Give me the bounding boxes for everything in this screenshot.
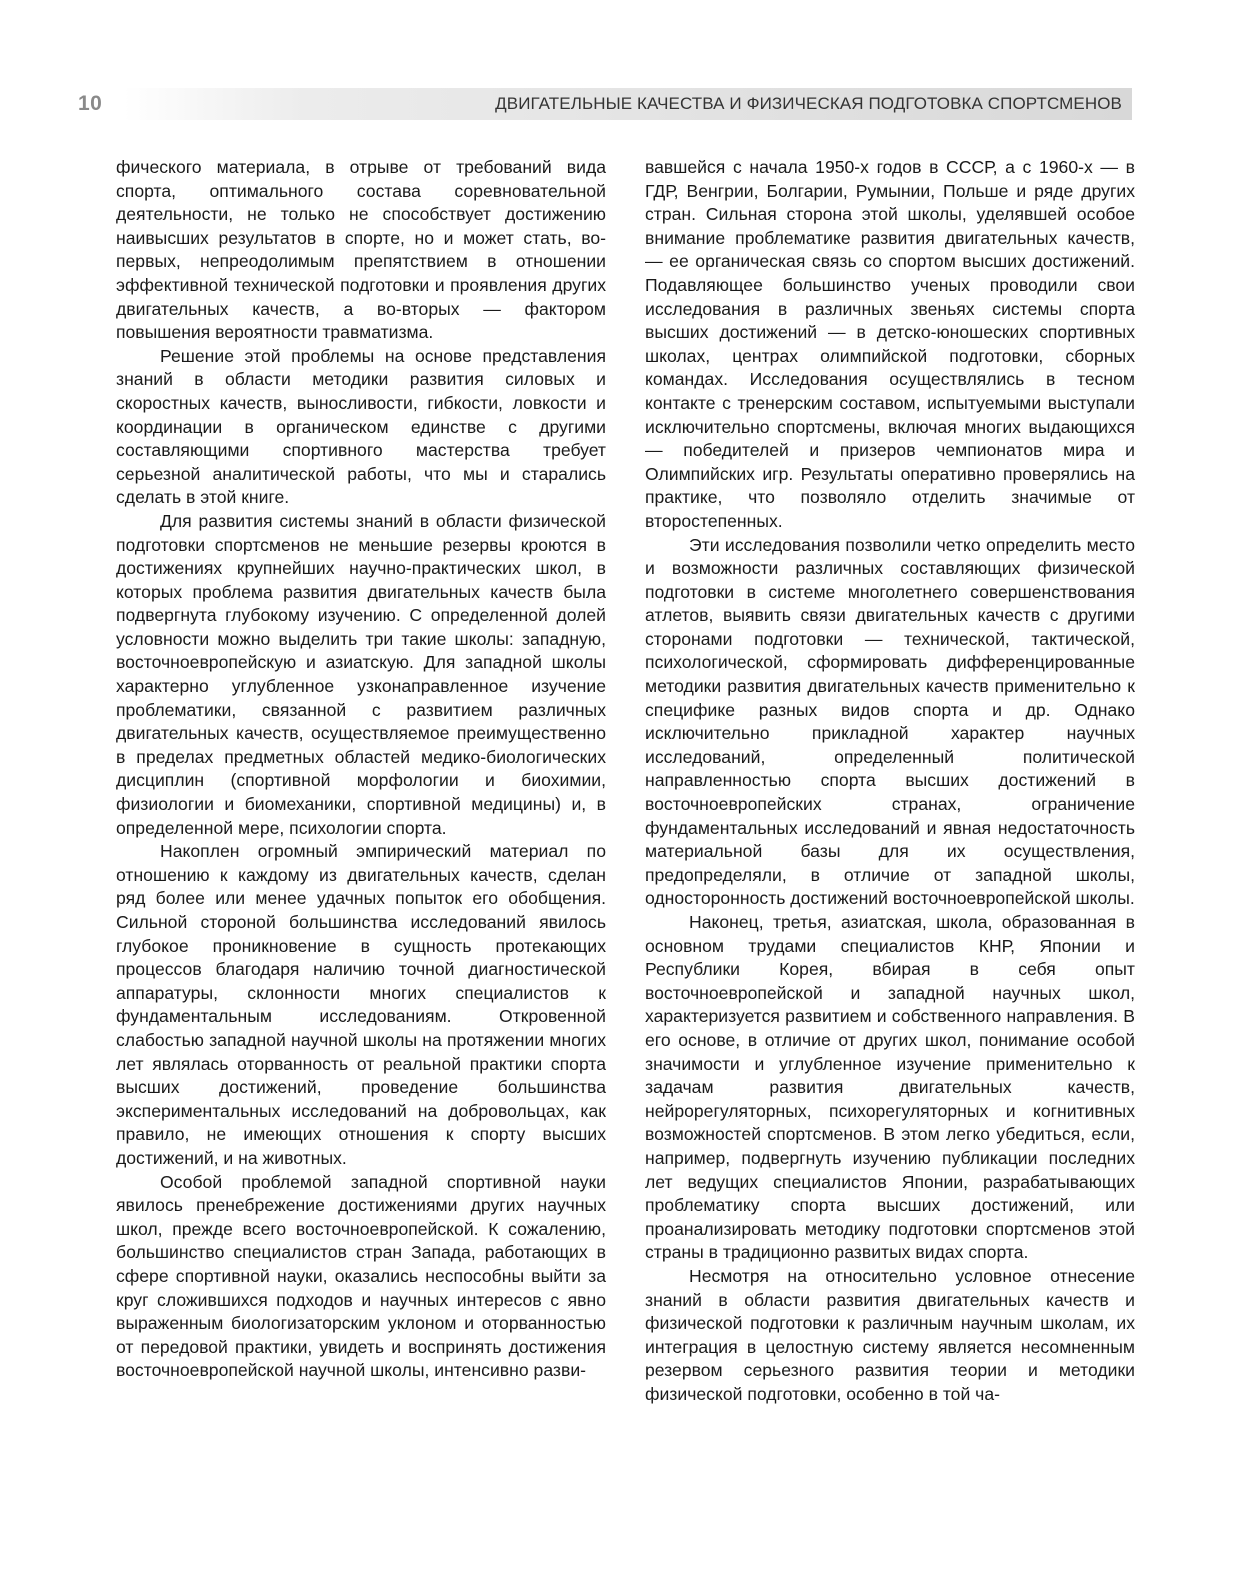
paragraph: Эти исследования позволили четко определить место и возможности различных составляющих физической подготовки в системе многолетнего совершенствования атлетов, выявить связи двигательных качеств с другими сторонами подготовки — технической, тактической, психологической, сформировать дифференцированные методики развития двигательных качеств применительно к специфике разных видов спорта и др. Однако исключительно прикладной характер научных исследований, определенный политической направленностью спорта высших достижений в восточноевропейских странах, ограничение фундаментальных исследований и явная недостаточность материальной базы для их осуществления, предопределяли, в отличие от западной школы, односторонность достижений восточноевропейской школы. [645, 534, 1135, 909]
header-band [124, 88, 1132, 120]
paragraph: вавшейся с начала 1950-х годов в СССР, а с 1960-х — в ГДР, Венгрии, Болгарии, Румынии, Польше и ряде других стран. Сильная сторона этой школы, уделявшей особое внимание проблематике развития двигательных качеств, — ее органическая связь со спортом высших достижений. Подавляющее большинство ученых проводили свои исследования в различных звеньях системы спорта высших достижений — в детско-юношеских спортивных школах, центрах олимпийской подготовки, сборных командах. Исследования осуществлялись в тесном контакте с тренерским составом, испытуемыми выступали исключительно спортсмены, включая многих выдающихся — победителей и призеров чемпионатов мира и Олимпийских игр. Результаты оперативно проверялись на практике, что позволяло отделить значимые от второстепенных. [645, 157, 1135, 531]
paragraph: фического материала, в отрыве от требований вида спорта, оптимального состава соревновательной деятельности, не только не способствует достижению наивысших результатов в спорте, но и может стать, во-первых, непреодолимым препятствием в отношении эффективной технической подготовки и проявления других двигательных качеств, а во-вторых — фактором повышения вероятности травматизма. [116, 157, 606, 343]
page-number: 10 [78, 92, 103, 115]
paragraph: Для развития системы знаний в области физической подготовки спортсменов не меньшие резервы кроются в достижениях крупнейших научно-практических школ, в которых проблема развития двигательных качеств была подвергнута глубокому изучению. С определенной долей условности можно выделить три такие школы: западную, восточноевропейскую и азиатскую. Для западной школы характерно углубленное узконаправленное изучение проблематики, связанной с развитием различных двигательных качеств, осуществляемое преимущественно в пределах предметных областей медико-биологических дисциплин (спортивной морфологии и биохимии, физиологии и биомеханики, спортивной медицины) и, в определенной мере, психологии спорта. [116, 510, 606, 838]
page-header [78, 88, 1132, 120]
paragraph: Решение этой проблемы на основе представления знаний в области методики развития силовых и скоростных качеств, выносливости, гибкости, ловкости и координации в органическом единстве с другими составляющими спортивного мастерства требует серьезной аналитической работы, что мы и старались сделать в этой книге. [116, 345, 606, 508]
paragraph: Наконец, третья, азиатская, школа, образованная в основном трудами специалистов КНР, Японии и Республики Корея, вбирая в себя опыт восточноевропейской и западной научных школ, характеризуется развитием и собственного направления. В его основе, в отличие от других школ, понимание особой значимости и углубленное изучение применительно к задачам развития двигательных качеств, нейрорегуляторных, психорегуляторных и когнитивных возможностей спортсменов. В этом легко убедиться, если, например, подвергнуть изучению публикации последних лет ведущих специалистов Японии, разрабатывающих проблематику спорта высших достижений, или проанализировать методику подготовки спортсменов этой страны в традиционно развитых видах спорта. [645, 912, 1135, 1263]
paragraph: Накоплен огромный эмпирический материал по отношению к каждому из двигательных качеств, сделан ряд более или менее удачных попыток его обобщения. Сильной стороной большинства исследований явилось глубокое проникновение в сущность протекающих процессов благодаря наличию точной диагностической аппаратуры, склонности многих специалистов к фундаментальным исследованиям. Откровенной слабостью западной научной школы на протяжении многих лет являлась оторванность от реальной практики спорта высших достижений, проведение большинства экспериментальных исследований на добровольцах, как правило, не имеющих отношения к спорту высших достижений, и на животных. [116, 841, 606, 1168]
left-column [116, 156, 606, 1383]
running-title: ДВИГАТЕЛЬНЫЕ КАЧЕСТВА И ФИЗИЧЕСКАЯ ПОДГОТОВКА СПОРТСМЕНОВ [495, 94, 1122, 113]
paragraph: Особой проблемой западной спортивной науки явилось пренебрежение достижениями других научных школ, прежде всего восточноевропейской. К сожалению, большинство специалистов стран Запада, работающих в сфере спортивной науки, оказались неспособны выйти за круг сложившихся подходов и научных интересов с явно выраженным биологизаторским уклоном и оторванностью от передовой практики, увидеть и воспринять достижения восточноевропейской научной школы, интенсивно разви- [116, 1171, 606, 1381]
right-column [645, 156, 1135, 1406]
paragraph: Несмотря на относительно условное отнесение знаний в области развития двигательных качеств и физической подготовки к различным научным школам, их интеграция в целостную систему является несомненным резервом серьезного развития теории и методики физической подготовки, особенно в той ча- [645, 1265, 1135, 1404]
